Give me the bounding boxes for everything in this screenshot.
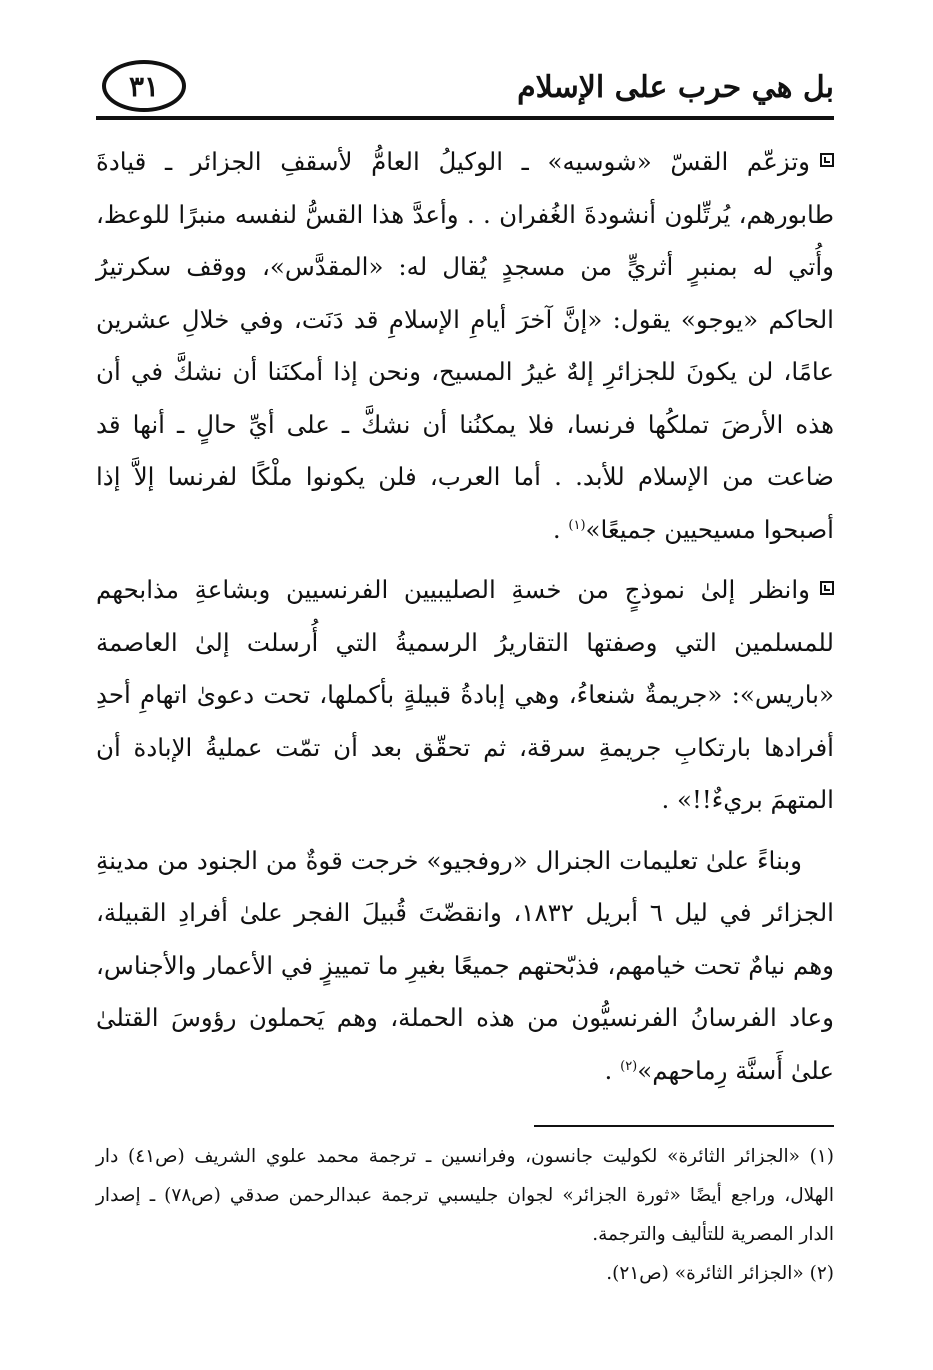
footnote-reference[interactable]: (١) bbox=[568, 517, 586, 533]
header-divider bbox=[96, 116, 834, 120]
footnotes bbox=[96, 1137, 834, 1293]
paragraph-text: وبناءً علىٰ تعليمات الجنرال «روفجيو» خرجت قوةٌ من الجنود من مدينةِ الجزائر في ليل ٦ أبريل ١٨٣٢، وانقضّتَ قُبيلَ الفجر علىٰ أفرادِ القبيلة، وهم نيامٌ تحت خيامهم، فذبّحتهم جميعًا بغيرِ ما تمييزٍ في الأعمار والأجناس، وعاد الفرسانُ الفرنسيُّون من هذه الحملة، وهم يَحملون رؤوسَ القتلىٰ علىٰ أَسنَّة رِماحهم» bbox=[96, 845, 834, 1085]
page-header bbox=[96, 56, 834, 120]
paragraph-tail: . bbox=[552, 514, 569, 544]
page-number: ٣١ bbox=[128, 69, 160, 103]
paragraph-marker-icon bbox=[820, 581, 834, 595]
paragraph-3 bbox=[96, 835, 834, 1098]
footnote-2: (٢) «الجزائر الثائرة» (ص٢١). bbox=[606, 1263, 834, 1284]
footnote-1: (١) «الجزائر الثائرة» لكوليت جانسون، وفرانسين ـ ترجمة محمد علوي الشريف (ص٤١) دار الهلال، وراجع أيضًا «ثورة الجزائر» لجوان جليسبي ترجمة عبدالرحمن صدقي (ص٧٨) ـ إصدار الدار المصرية للتأليف والترجمة. bbox=[96, 1146, 834, 1245]
paragraph-1 bbox=[96, 136, 834, 556]
running-title: بل هي حرب على الإسلام bbox=[517, 70, 834, 105]
paragraph-text: وانظر إلىٰ نموذجٍ من خسةِ الصليبيين الفرنسيين وبشاعةِ مذابحهم للمسلمين التي وصفتها التقاريرُ الرسميةُ التي أُرسلت إلىٰ العاصمة «باريس»: «جريمةٌ شنعاءُ، وهي إبادةُ قبيلةٍ بأكملها، تحت دعوىٰ اتهامِ أحدِ أفرادها بارتكابِ جريمةِ سرقة، ثم تحقّق بعد أن تمّت عمليةُ الإبادة أن المتهمَ بريءٌ!!» . bbox=[96, 575, 834, 814]
main-text bbox=[96, 136, 834, 1097]
footnote-divider bbox=[534, 1125, 834, 1127]
footnote-reference[interactable]: (٢) bbox=[620, 1058, 638, 1074]
paragraph-marker-icon bbox=[820, 153, 834, 167]
page-number-badge bbox=[102, 60, 186, 112]
paragraph-text: وتزعّم القسّ «شوسيه» ـ الوكيلُ العامُّ لأسقفِ الجزائر ـ قيادةَ طابورهم، يُرتِّلون أنشودةَ الغُفران . . وأعدَّ هذا القسُّ لنفسه منبرًا للوعظ، وأُتي له بمنبرٍ أثريٍّ من مسجدٍ يُقال له: «المقدَّس»، ووقف سكرتيرُ الحاكم «يوجو» يقول: «إنَّ آخرَ أيامِ الإسلامِ قد دَنَت، وفي خلالِ عشرين عامًا، لن يكونَ للجزائرِ إلهٌ غيرُ المسيح، ونحن إذا أمكنَنا أن نشكَّ في أن هذه الأرضَ تملكُها فرنسا، فلا يمكنُنا أن نشكَّ ـ على أيِّ حالٍ ـ أنها قد ضاعت من الإسلام للأبد. . أما العرب، فلن يكونوا ملْكًا لفرنسا إلاَّ إذا أصبحوا مسيحيين جميعًا» bbox=[96, 147, 834, 544]
book-page bbox=[96, 56, 834, 1316]
paragraph-tail: . bbox=[604, 1055, 621, 1085]
paragraph-2 bbox=[96, 564, 834, 827]
